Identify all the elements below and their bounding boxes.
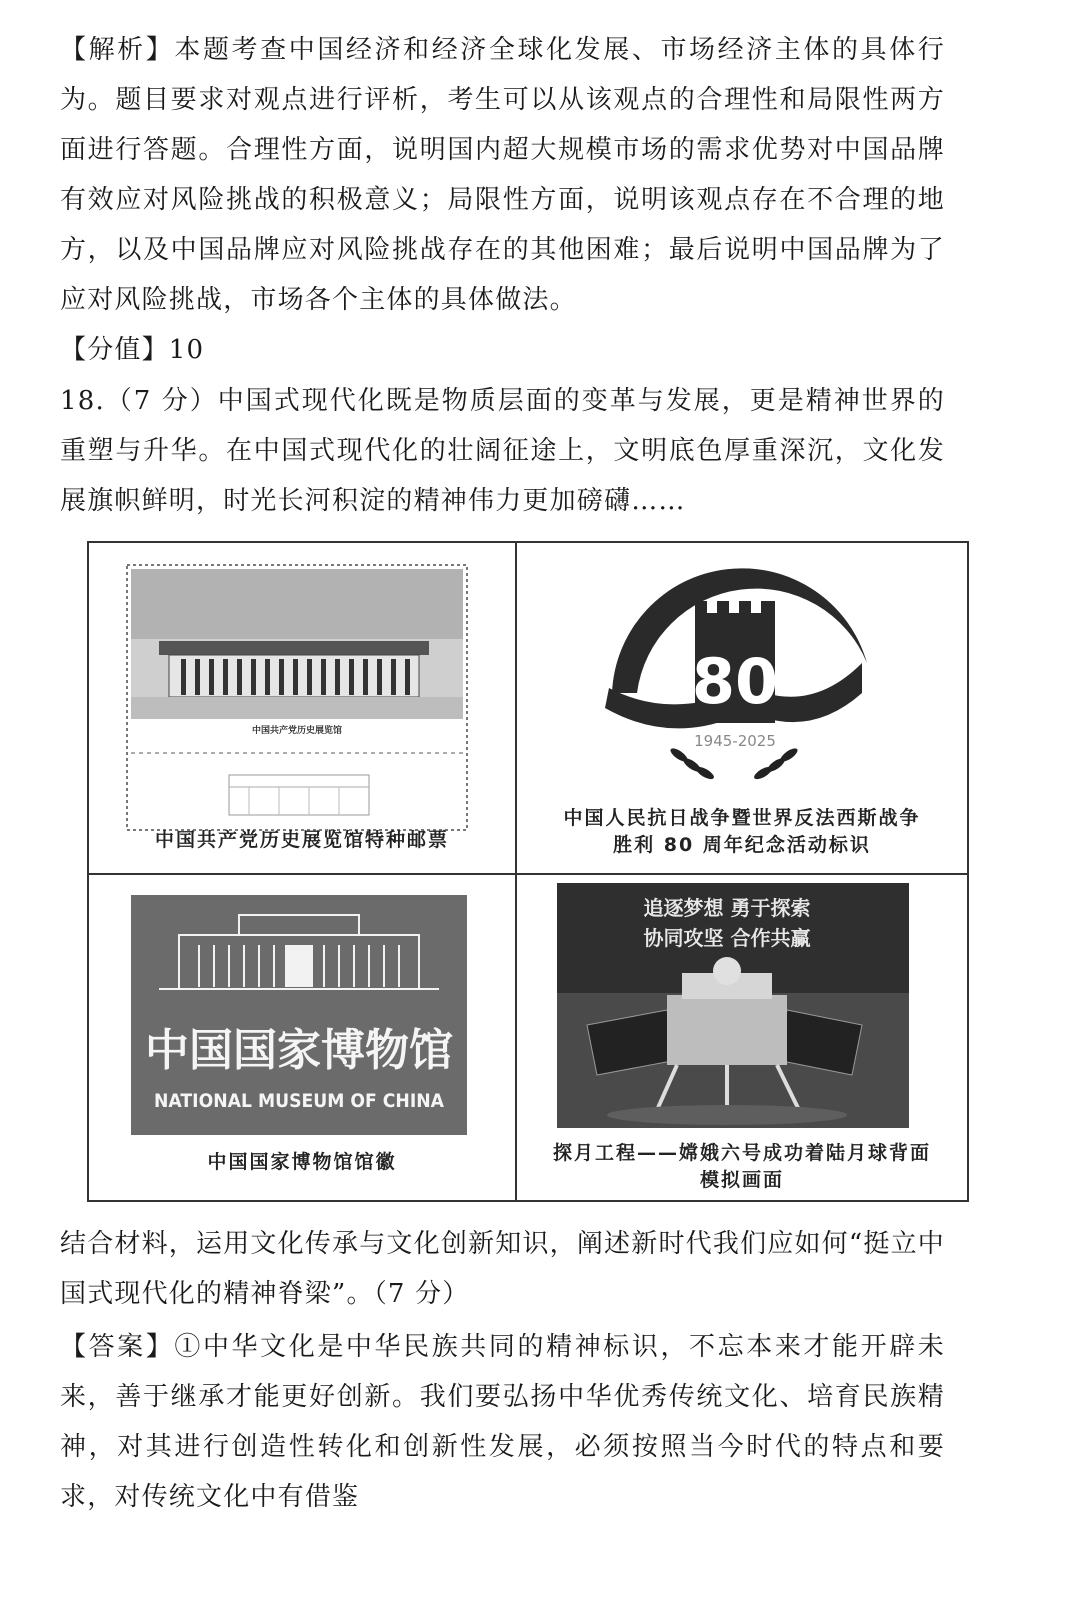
panel-party-history-stamp <box>89 543 515 873</box>
stamp-image <box>89 543 515 833</box>
slogan-line-2: 协同攻坚 合作共赢 <box>643 926 811 950</box>
panel-national-museum-emblem <box>89 875 515 1200</box>
stamp-inner-title: 中国共产党历史展览馆 <box>251 726 343 736</box>
analysis-paragraph: 【解析】本题考查中国经济和经济全球化发展、市场经济主体的具体行为。题目要求对观点进行评析，考生可以从该观点的合理性和局限性两方面进行答题。合理性方面，说明国内超大规模市场的需求优势对中国品牌有效应对风险挑战的积极意义；局限性方面，说明该观点存在不合理的地方，以及中国品牌应对风险挑战存在的其他困难；最后说明中国品牌为了应对风险挑战，市场各个主体的具体做法。 <box>60 35 945 315</box>
material-image-grid <box>87 541 969 1202</box>
answer-paragraph: 【答案】①中华文化是中华民族共同的精神标识，不忘本来才能开辟未来，善于继承才能更好创新。我们要弘扬中华优秀传统文化、培育民族精神，对其进行创造性转化和创新性发展，必须按照当今时代的特点和要求，对传统文化中有借鉴 <box>60 1332 945 1512</box>
laurel-icon <box>669 746 800 781</box>
question-18-intro: 18.（7 分）中国式现代化既是物质层面的变革与发展，更是精神世界的重塑与升华。在中国式现代化的壮阔征途上，文明底色厚重深沉，文化发展旗帜鲜明，时光长河积淀的精神伟力更加磅礴…… <box>60 386 945 516</box>
museum-emblem <box>89 875 515 1145</box>
logo-number: 80 <box>691 645 779 718</box>
panel-3-caption: 中国国家博物馆馆徽 <box>207 1151 397 1173</box>
panel-2-caption-line1: 中国人民抗日战争暨世界反法西斯战争 <box>563 807 921 829</box>
score-line: 【分值】10 <box>60 335 205 365</box>
museum-name-cn: 中国国家博物馆 <box>145 1025 453 1076</box>
question-18-prompt: 结合材料，运用文化传承与文化创新知识，阐述新时代我们应如何“挺立中国式现代化的精神脊梁”。（7 分） <box>60 1229 945 1309</box>
slogan-line-1: 追逐梦想 勇于探索 <box>643 896 811 920</box>
anniversary-logo <box>517 543 967 788</box>
logo-years: 1945-2025 <box>694 732 776 750</box>
panel-4-caption-line2: 模拟画面 <box>699 1169 784 1191</box>
panel-2-caption-line2: 胜利 80 周年纪念活动标识 <box>613 834 871 856</box>
panel-victory-80-logo <box>517 543 967 873</box>
panel-4-caption-line1: 探月工程——嫦娥六号成功着陆月球背面 <box>552 1142 931 1164</box>
museum-name-en: NATIONAL MUSEUM OF CHINA <box>154 1090 445 1112</box>
panel-1-caption: 中国共产党历史展览馆特种邮票 <box>154 829 449 851</box>
lunar-landing-image <box>517 875 967 1135</box>
panel-change6-landing <box>517 875 967 1200</box>
